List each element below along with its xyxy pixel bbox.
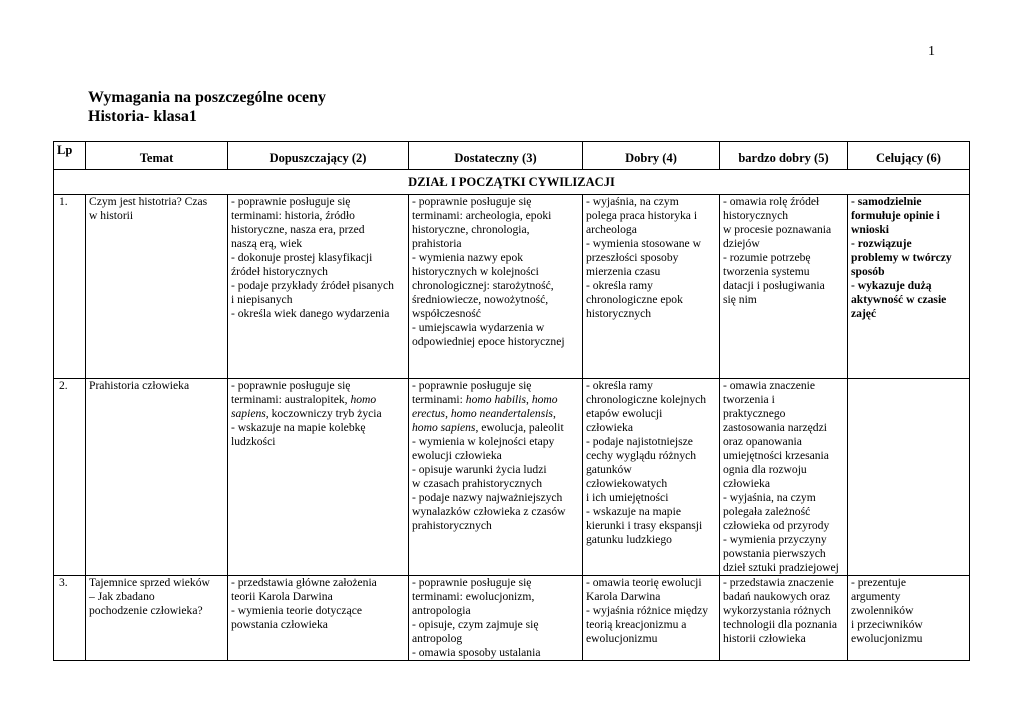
text-run-italic: sapiens <box>231 407 266 420</box>
text-line: sposób <box>851 265 885 278</box>
header-dopuszczajacy: Dopuszczający (2) <box>228 142 409 170</box>
text-line: powstania człowieka <box>231 618 328 631</box>
text-line: - umiejscawia wydarzenia w <box>412 321 545 334</box>
text-line: technologii dla poznania <box>723 618 837 631</box>
text-line: polega praca historyka i <box>586 209 698 222</box>
text-line: - przedstawia główne założenia <box>231 576 377 589</box>
text-line: - omawia teorię ewolucji <box>586 576 702 589</box>
text-run-italic: homo <box>350 393 377 406</box>
text-line: terminami: historia, źródło <box>231 209 355 222</box>
text-line: ludzkości <box>231 435 276 448</box>
text-run: terminami: australopitek, <box>231 393 351 406</box>
text-line: antropologia <box>412 604 471 617</box>
cell-dopuszczajacy <box>228 379 409 576</box>
text-line: - wymienia w kolejności etapy <box>412 435 555 448</box>
text-line: - określa ramy <box>586 279 653 292</box>
text-line: naszą erą, wiek <box>231 237 303 250</box>
section-title: DZIAŁ I POCZĄTKI CYWILIZACJI <box>54 170 970 195</box>
text-line: w czasach prahistorycznych <box>412 477 543 490</box>
page-number: 1 <box>928 44 935 59</box>
text-line: - wymienia nazwy epok <box>412 251 524 264</box>
text-line: terminami: archeologia, epoki <box>412 209 552 222</box>
text-line: kierunki i trasy ekspansji <box>586 519 703 532</box>
text-line: człowieka <box>586 421 633 434</box>
text-line: Karola Darwina <box>586 590 661 603</box>
table-row <box>54 576 970 661</box>
text-line: etapów ewolucji <box>586 407 663 420</box>
text-line: - wykazuje dużą <box>851 279 932 292</box>
text-run-italic: erectus <box>412 407 446 420</box>
text-line: i przeciwników <box>851 618 923 631</box>
cell-dostateczny <box>409 195 583 379</box>
text-line: - wskazuje na mapie <box>586 505 681 518</box>
header-celujacy: Celujący (6) <box>848 142 970 170</box>
text-run-italic: homo <box>531 393 558 406</box>
text-line: - opisuje warunki życia ludzi <box>412 463 547 476</box>
text-line <box>412 393 579 407</box>
text-line: odpowiedniej epoce historycznej <box>412 335 565 348</box>
text-line: pochodzenie człowieka? <box>89 604 203 617</box>
text-line: - poprawnie posługuje się <box>412 195 532 208</box>
text-line: się nim <box>723 293 757 306</box>
text-line: Czym jest histotria? Czas <box>89 195 208 208</box>
text-line: prahistorycznych <box>412 519 492 532</box>
text-line: - wyjaśnia, na czym <box>723 491 816 504</box>
text-line: polegała zależność <box>723 505 811 518</box>
cell-bardzo-dobry <box>720 195 848 379</box>
document-title <box>88 88 326 126</box>
text-line: - wskazuje na mapie kolebkę <box>231 421 366 434</box>
text-line: praktycznego <box>723 407 786 420</box>
text-run: terminami: <box>412 393 466 406</box>
cell-temat <box>86 195 228 379</box>
table-row <box>54 379 970 576</box>
text-line: - rozumie potrzebę <box>723 251 811 264</box>
cell-bardzo-dobry <box>720 576 848 661</box>
cell-bardzo-dobry <box>720 379 848 576</box>
text-line: badań naukowych oraz <box>723 590 830 603</box>
text-line: - wymienia teorie dotyczące <box>231 604 363 617</box>
text-line: ewolucji człowieka <box>412 449 502 462</box>
text-line: historyczne, chronologia, <box>412 223 530 236</box>
text-line: ognia dla rozwoju <box>723 463 807 476</box>
text-line <box>231 393 405 407</box>
text-line: prahistoria <box>412 237 462 250</box>
text-run-italic: homo sapiens <box>412 421 476 434</box>
text-line: - przedstawia znaczenie <box>723 576 834 589</box>
text-line: oraz opanowania <box>723 435 802 448</box>
row-number: 3. <box>54 576 86 661</box>
text-line: - opisuje, czym zajmuje się <box>412 618 539 631</box>
text-line: człowiekowatych <box>586 477 668 490</box>
cell-celujacy <box>848 379 970 576</box>
text-line <box>231 407 405 421</box>
cell-celujacy <box>848 576 970 661</box>
text-line: średniowiecze, nowożytność, <box>412 293 549 306</box>
text-line: - samodzielnie <box>851 195 922 208</box>
text-line: chronologicznej: starożytność, <box>412 279 554 292</box>
text-line: źródeł historycznych <box>231 265 328 278</box>
text-line: człowieka od przyrody <box>723 519 830 532</box>
text-line: - wyjaśnia, na czym <box>586 195 679 208</box>
text-line: formułuje opinie i <box>851 209 940 222</box>
cell-temat <box>86 379 228 576</box>
text-line: tworzenia i <box>723 393 775 406</box>
text-line: - określa wiek danego wydarzenia <box>231 307 390 320</box>
text-line: zastosowania narzędzi <box>723 421 827 434</box>
text-line: mierzenia czasu <box>586 265 661 278</box>
text-line: terminami: ewolucjonizm, <box>412 590 535 603</box>
text-line: i ich umiejętności <box>586 491 669 504</box>
section-row <box>54 170 970 195</box>
text-line: człowieka <box>723 477 770 490</box>
text-line <box>412 407 579 421</box>
text-line <box>412 421 579 435</box>
text-line: zwolenników <box>851 604 914 617</box>
text-line: - wymienia przyczyny <box>723 533 827 546</box>
text-line: antropolog <box>412 632 463 645</box>
text-line: gatunków <box>586 463 632 476</box>
text-line: i niepisanych <box>231 293 293 306</box>
cell-dostateczny <box>409 576 583 661</box>
text-line: - wyjaśnia różnice między <box>586 604 709 617</box>
text-line: Prahistoria człowieka <box>89 379 190 392</box>
cell-temat <box>86 576 228 661</box>
table-row <box>54 195 970 379</box>
text-line: chronologiczne kolejnych <box>586 393 707 406</box>
text-line: historycznych w kolejności <box>412 265 539 278</box>
text-run-italic: homo neandertalensis <box>450 407 553 420</box>
text-line: - poprawnie posługuje się <box>231 195 351 208</box>
header-temat: Temat <box>86 142 228 170</box>
text-line: - poprawnie posługuje się <box>412 379 532 392</box>
cell-dopuszczajacy <box>228 195 409 379</box>
header-lp: Lp <box>54 142 86 170</box>
text-line: – Jak zbadano <box>89 590 155 603</box>
text-line: historii człowieka <box>723 632 806 645</box>
text-line: argumenty <box>851 590 901 603</box>
text-line: - omawia znaczenie <box>723 379 816 392</box>
header-dostateczny: Dostateczny (3) <box>409 142 583 170</box>
text-line: historyczne, nasza era, przed <box>231 223 365 236</box>
text-line: wnioski <box>851 223 890 236</box>
cell-dobry <box>583 379 720 576</box>
text-line: datacji i posługiwania <box>723 279 825 292</box>
text-line: teorią kreacjonizmu a <box>586 618 687 631</box>
text-line: zajęć <box>851 307 877 320</box>
text-line: - podaje najistotniejsze <box>586 435 693 448</box>
text-line: - podaje przykłady źródeł pisanych <box>231 279 394 292</box>
text-run-italic: homo habilis <box>465 393 527 406</box>
header-bardzo-dobry: bardzo dobry (5) <box>720 142 848 170</box>
title-line-2: Historia- klasa1 <box>88 108 197 125</box>
text-line: aktywność w czasie <box>851 293 947 306</box>
cell-celujacy <box>848 195 970 379</box>
cell-dopuszczajacy <box>228 576 409 661</box>
text-line: - omawia rolę źródeł <box>723 195 820 208</box>
text-line: - omawia sposoby ustalania <box>412 646 541 659</box>
text-run: , <box>445 407 451 420</box>
text-line: ewolucjonizmu <box>586 632 658 645</box>
text-line: powstania pierwszych <box>723 547 826 560</box>
text-line: teorii Karola Darwina <box>231 590 333 603</box>
text-line: gatunku ludzkiego <box>586 533 672 546</box>
text-line: wynalazków człowieka z czasów <box>412 505 566 518</box>
row-number: 1. <box>54 195 86 379</box>
text-line: - prezentuje <box>851 576 907 589</box>
text-line: - poprawnie posługuje się <box>231 379 351 392</box>
text-line: historycznych <box>723 209 789 222</box>
text-line: - podaje nazwy najważniejszych <box>412 491 563 504</box>
header-dobry: Dobry (4) <box>583 142 720 170</box>
text-line: - wymienia stosowane w <box>586 237 701 250</box>
text-line: umiejętności krzesania <box>723 449 829 462</box>
text-line: chronologiczne epok <box>586 293 683 306</box>
title-line-1: Wymagania na poszczególne oceny <box>88 89 327 106</box>
text-run: , <box>526 393 532 406</box>
text-line: przeszłości sposoby <box>586 251 679 264</box>
row-number: 2. <box>54 379 86 576</box>
text-line: archeologa <box>586 223 637 236</box>
text-line: w procesie poznawania <box>723 223 832 236</box>
text-line: ewolucjonizmu <box>851 632 923 645</box>
text-run: , ewolucja, paleolit <box>475 421 564 434</box>
text-line: współczesność <box>412 307 481 320</box>
cell-dobry <box>583 195 720 379</box>
text-line: w historii <box>89 209 134 222</box>
text-line: wykorzystania różnych <box>723 604 831 617</box>
text-line: cechy wyglądu różnych <box>586 449 697 462</box>
text-line: Tajemnice sprzed wieków <box>89 576 210 589</box>
requirements-table <box>53 141 970 661</box>
text-run: , koczowniczy tryb życia <box>265 407 382 420</box>
text-line: tworzenia systemu <box>723 265 810 278</box>
text-line: dziejów <box>723 237 760 250</box>
cell-dobry <box>583 576 720 661</box>
text-line: - rozwiązuje <box>851 237 912 250</box>
text-line: - określa ramy <box>586 379 653 392</box>
header-row <box>54 142 970 170</box>
text-line: - poprawnie posługuje się <box>412 576 532 589</box>
cell-dostateczny <box>409 379 583 576</box>
text-line: dzieł sztuki pradziejowej <box>723 561 839 574</box>
text-line: problemy w twórczy <box>851 251 952 264</box>
text-line: historycznych <box>586 307 652 320</box>
text-line: - dokonuje prostej klasyfikacji <box>231 251 373 264</box>
text-run: , <box>552 407 556 420</box>
